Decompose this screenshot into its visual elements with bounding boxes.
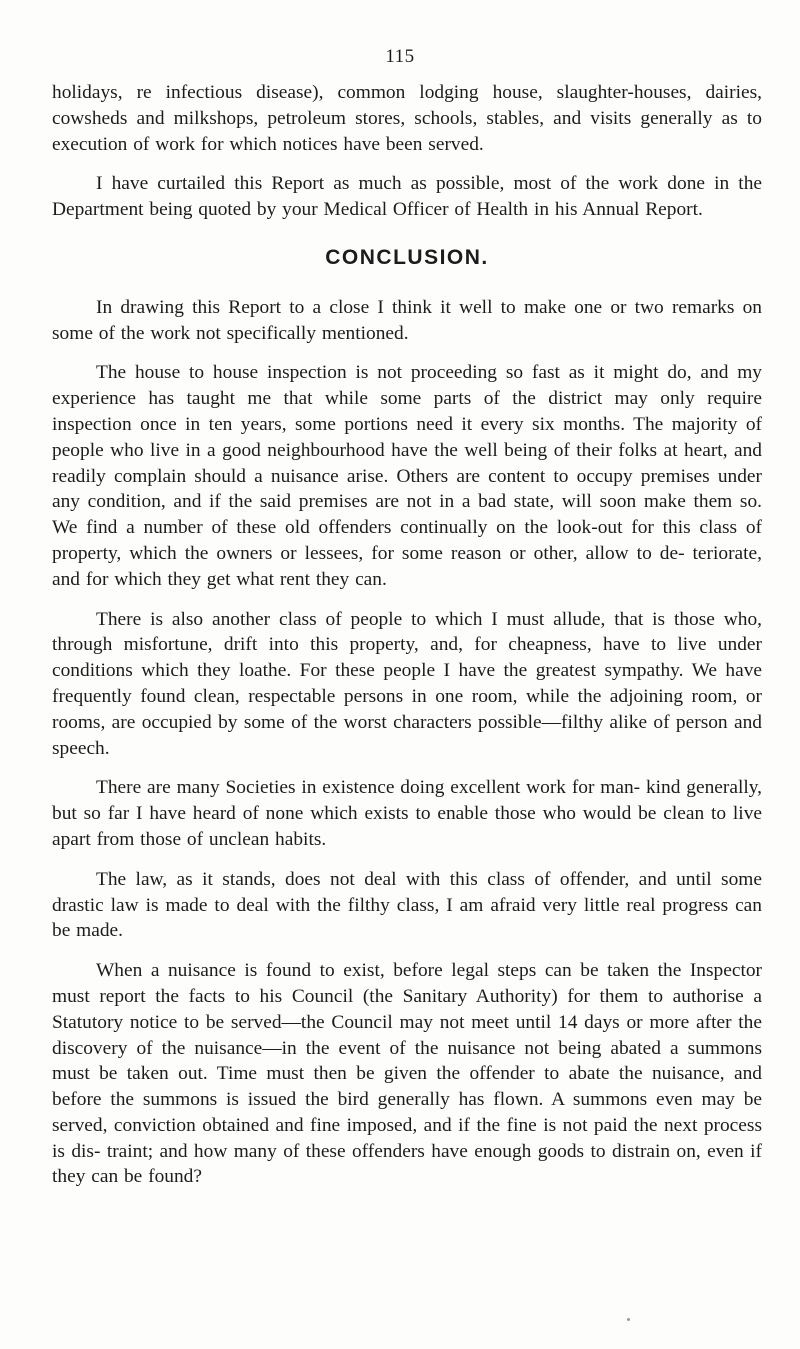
paragraph-the-law: The law, as it stands, does not deal with this class of offender, and until some drastic law is made to deal with the filthy class, I am afraid very little real progress can be made. <box>52 868 762 942</box>
paragraph-societies: There are many Societies in existence doing excellent work for man- kind generally, but so far I have heard of none which exists to enable those who would be clean to live apart from those of unclean habits. <box>52 777 763 850</box>
paragraph-house-inspection: The house to house inspection is not proceeding so fast as it might do, and my experience has taught me that while some parts of the district may only require inspection once in ten years, some portions need it every six months. The majority of people who live in a good neighbourhood have the well being of their folks at heart, and readily complain should a nuisance arise. Others are content to occupy premises under any condition, and if the said premises are not in a bad state, will soon make them so. We find a number of these old offenders continually on the look-out for this class of property, which the owners or lessees, for some reason or other, allow to de- teriorate, and for which they get what rent they can. <box>52 362 762 590</box>
page-number: 115 <box>385 46 415 67</box>
paragraph-drawing-close: In drawing this Report to a close I think it well to make one or two remarks on some of the work not specifically mentioned. <box>52 296 762 344</box>
paragraph-continued: holidays, re infectious disease), common lodging house, slaughter-houses, dairies, cowsheds and milkshops, petroleum stores, schools, stables, and visits generally as to execution of work for which notices have been served. <box>52 82 762 155</box>
paragraph-another-class: There is also another class of people to which I must allude, that is those who, through misfortune, drift into this property, and, for cheapness, have to live under conditions which they loathe. For these people I have the greatest sympathy. We have frequently found clean, respectable persons in one room, while the adjoining room, or rooms, are occupied by some of the worst characters possible—filthy alike of person and speech. <box>52 608 762 759</box>
paragraph-nuisance-procedure: When a nuisance is found to exist, before legal steps can be taken the Inspector must report the facts to his Council (the Sanitary Authority) for them to authorise a Statutory notice to be served—the Council may not meet until 14 days or more after the discovery of the nuisance—in the event of the nuisance not being abated a summons must be taken out. Time must then be given the offender to abate the nuisance, and before the summons is issued the bird generally has flown. A summons even may be served, conviction obtained and fine imposed, and if the fine is not paid the next process is dis- traint; and how many of these offenders have enough goods to distrain on, even if they can be found? <box>52 960 762 1188</box>
report-body <box>52 80 762 1204</box>
paragraph-curtailed-report: I have curtailed this Report as much as possible, most of the work done in the Department being quoted by your Medical Officer of Health in his Annual Report. <box>52 173 762 221</box>
section-heading: CONCLUSION. <box>325 245 489 269</box>
print-speck <box>627 1318 630 1321</box>
